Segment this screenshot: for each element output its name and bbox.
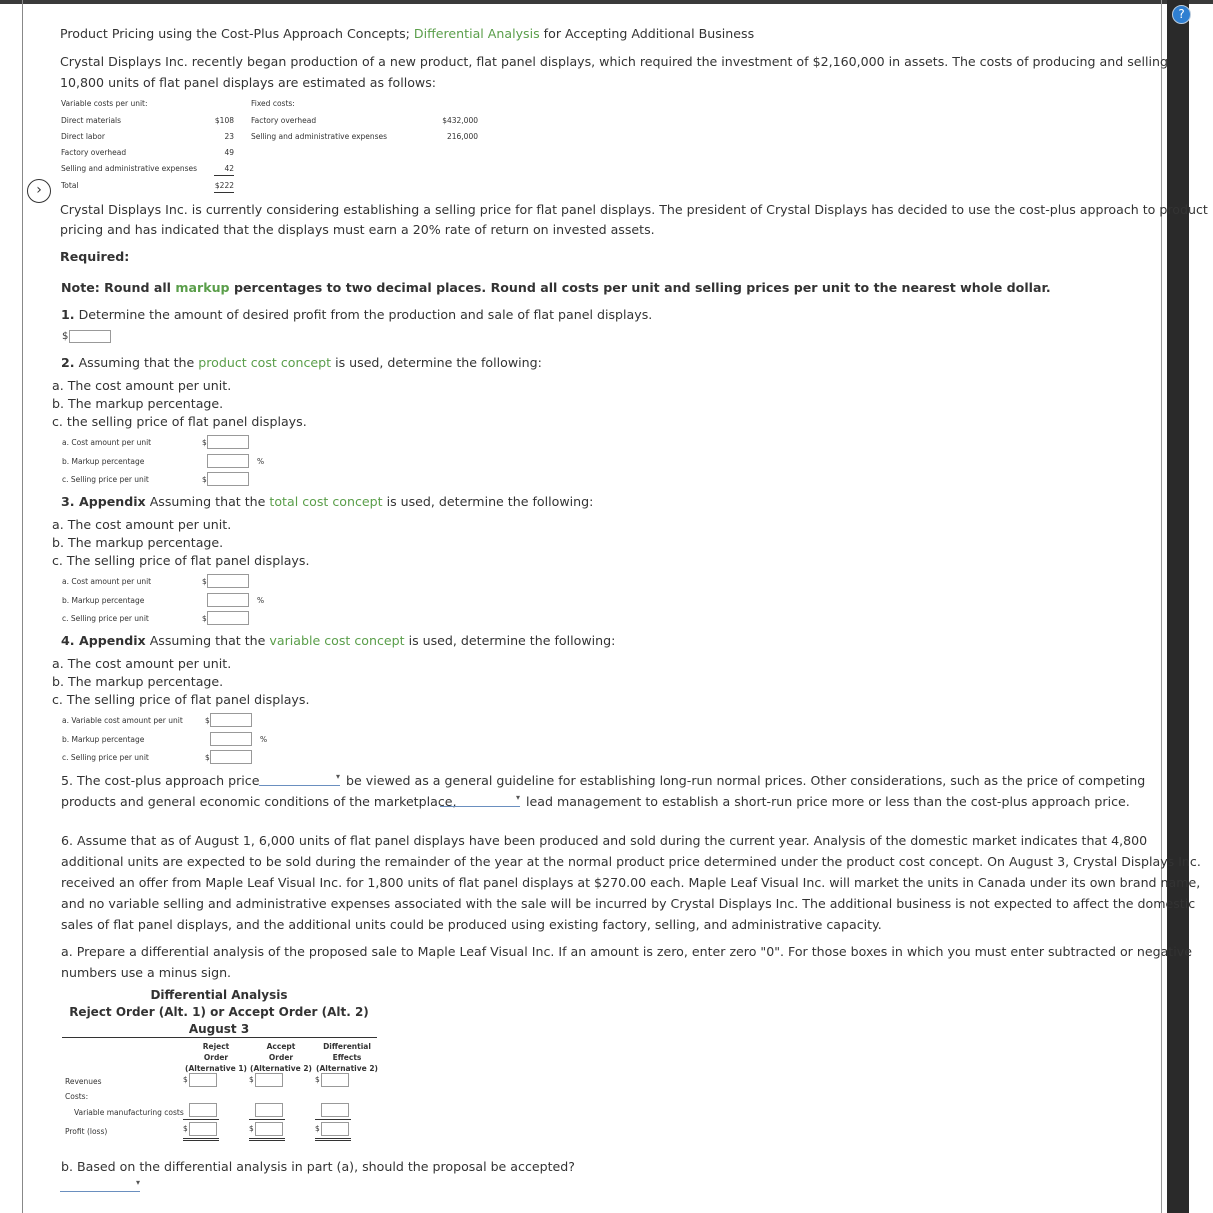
diff-date: August 3 [188,1022,250,1036]
variable-costs-header: Variable costs per unit: [61,99,148,108]
revenues-differential-input[interactable] [321,1073,349,1087]
col-header-line: Effects [332,1053,362,1062]
diff-title: Differential Analysis [150,988,288,1002]
col-header-line: Order [203,1053,229,1062]
dollar-sign: $ [249,1075,254,1084]
q3-selling-price-input[interactable] [207,611,249,625]
total-rule [315,1138,351,1139]
total-double-rule [315,1140,351,1141]
question-4: 4. Appendix Assuming that the variable cost concept is used, determine the following: [61,633,616,648]
subtotal-rule [249,1119,285,1120]
q3-row-label: a. Cost amount per unit [62,577,152,586]
diff-subtitle: Reject Order (Alt. 1) or Accept Order (Alt. 2) [69,1005,369,1019]
revenues-label: Revenues [65,1077,102,1086]
q4-row-label: c. Selling price per unit [62,753,149,762]
q2-item: c. the selling price of flat panel displays. [52,414,307,429]
intro-line-1: Crystal Displays Inc. recently began production of a new product, flat panel displays, which required the investment of $2,160,000 in assets. The costs of producing and selling [60,54,1168,69]
markup-link[interactable]: markup [175,280,230,295]
left-border [22,0,23,1213]
q2-cost-per-unit-input[interactable] [207,435,249,449]
dollar-sign: $ [62,331,69,342]
dollar-sign: $ [183,1075,188,1084]
q5-part-a: 5. The cost-plus approach price [61,773,260,788]
intro-line-2: 10,800 units of flat panel displays are estimated as follows: [60,75,437,90]
required-heading: Required: [60,249,130,264]
differential-analysis-link[interactable]: Differential Analysis [413,26,540,41]
question-3: 3. Appendix Assuming that the total cost concept is used, determine the following: [61,494,594,509]
total-rule [183,1138,219,1139]
total-rule [214,175,234,176]
q6a-line: a. Prepare a differential analysis of the proposed sale to Maple Leaf Visual Inc. If an amount is zero, enter zero "0". For those boxes in which you must enter subtracted or negative [61,944,1192,959]
unit-symbol: % [257,457,265,466]
col-header-accept [248,1041,314,1074]
q4-markup-percentage-input[interactable] [210,732,252,746]
unit-symbol: $ [202,438,207,447]
fixed-row-label: Factory overhead [251,116,317,125]
col-header-line: (Alternative 2) [316,1064,378,1073]
q3-cost-per-unit-input[interactable] [207,574,249,588]
consider-line-2: pricing and has indicated that the displays must earn a 20% rate of return on invested assets. [60,222,655,237]
var-row-value: 49 [224,148,234,157]
col-header-line: (Alternative 2) [250,1064,312,1073]
q2-markup-percentage-input[interactable] [207,454,249,468]
col-header-line: Accept [266,1042,296,1051]
q6-line: received an offer from Maple Leaf Visual Inc. for 1,800 units of flat panel displays at $270.00 each. Maple Leaf Visual Inc. will market the units in Canada under its own brand name, [61,875,1201,890]
question-1: 1. Determine the amount of desired profit from the production and sale of flat panel displays. [61,307,653,322]
unit-symbol: $ [205,753,210,762]
desired-profit-input[interactable] [69,330,111,343]
fixed-row-value: $432,000 [442,116,478,125]
total-cost-concept-link[interactable]: total cost concept [269,494,383,509]
q4-selling-price-input[interactable] [210,750,252,764]
fixed-row-label: Selling and administrative expenses [251,132,388,141]
q2-selling-price-input[interactable] [207,472,249,486]
q4-variable-cost-input[interactable] [210,713,252,727]
col-header-line: Reject [202,1042,230,1051]
q3-item: c. The selling price of flat panel displays. [52,553,310,568]
var-row-label: Selling and administrative expenses [61,164,198,173]
q4-item: b. The markup percentage. [52,674,224,689]
unit-symbol: $ [202,614,207,623]
q2-item: a. The cost amount per unit. [52,378,232,393]
col-header-reject [183,1041,249,1074]
costs-label: Costs: [65,1092,89,1101]
dollar-sign: $ [183,1124,188,1133]
total-double-rule [249,1140,285,1141]
unit-symbol: % [260,735,268,744]
q2-row-label: c. Selling price per unit [62,475,149,484]
var-costs-differential-input[interactable] [321,1103,349,1117]
q5-part-c: products and general economic conditions of the marketplace, [61,794,457,809]
revenues-accept-input[interactable] [255,1073,283,1087]
revenues-reject-input[interactable] [189,1073,217,1087]
q4-row-label: b. Markup percentage [62,735,145,744]
unit-symbol: $ [205,716,210,725]
diff-header-rule [62,1037,377,1038]
expand-chevron-icon[interactable]: › [27,179,51,203]
profit-differential-input[interactable] [321,1122,349,1136]
total-rule [249,1138,285,1139]
help-icon[interactable]: ? [1172,5,1191,24]
q5-part-b: be viewed as a general guideline for establishing long-run normal prices. Other considerations, such as the price of competing [346,773,1146,788]
total-double-rule [214,192,234,193]
q5-part-d: lead management to establish a short-run price more or less than the cost-plus approach price. [526,794,1130,809]
consider-line-1: Crystal Displays Inc. is currently considering establishing a selling price for flat panel displays. The president of Crystal Displays has decided to use the cost-plus approach to product [60,202,1208,217]
right-border [1161,0,1162,1213]
q5-dropdown-2[interactable] [440,797,520,807]
q6-line: additional units are expected to be sold during the remainder of the year at the normal product price determined under the product cost concept. On August 3, Crystal Displays Inc. [61,854,1201,869]
unit-symbol: % [257,596,265,605]
q3-item: b. The markup percentage. [52,535,224,550]
variable-cost-concept-link[interactable]: variable cost concept [269,633,405,648]
var-row-value: $108 [214,116,234,125]
q3-row-label: b. Markup percentage [62,596,145,605]
var-row-label: Direct materials [61,116,122,125]
var-row-value: 42 [224,164,234,173]
q4-item: a. The cost amount per unit. [52,656,232,671]
question-2: 2. Assuming that the product cost concept is used, determine the following: [61,355,542,370]
q6b-question: b. Based on the differential analysis in part (a), should the proposal be accepted? [61,1159,575,1174]
subtotal-rule [315,1119,351,1120]
var-row-value: 23 [224,132,234,141]
var-row-value: $222 [214,181,234,190]
fixed-row-value: 216,000 [446,132,478,141]
var-costs-accept-input[interactable] [255,1103,283,1117]
q5-dropdown-1[interactable] [259,776,340,786]
q2-item: b. The markup percentage. [52,396,224,411]
q4-item: c. The selling price of flat panel displays. [52,692,310,707]
top-bar [0,0,1213,4]
dollar-sign: $ [315,1075,320,1084]
col-header-line: (Alternative 1) [185,1064,247,1073]
q2-row-label: a. Cost amount per unit [62,438,152,447]
col-header-line: Order [268,1053,294,1062]
q3-row-label: c. Selling price per unit [62,614,149,623]
q3-item: a. The cost amount per unit. [52,517,232,532]
col-header-differential [313,1041,381,1074]
unit-symbol: $ [202,577,207,586]
q6a-line: numbers use a minus sign. [61,965,232,980]
total-double-rule [183,1140,219,1141]
q4-row-label: a. Variable cost amount per unit [62,716,183,725]
profit-accept-input[interactable] [255,1122,283,1136]
var-row-label: Factory overhead [61,148,127,157]
var-costs-reject-input[interactable] [189,1103,217,1117]
q3-markup-percentage-input[interactable] [207,593,249,607]
variable-manufacturing-costs-label: Variable manufacturing costs [74,1108,184,1117]
q6-line: and no variable selling and administrative expenses associated with the sale will be incurred by Crystal Displays Inc. The additional business is not expected to affect the domestic [61,896,1196,911]
q6-line: 6. Assume that as of August 1, 6,000 units of flat panel displays have been produced and sold during the current year. Analysis of the domestic market indicates that 4,800 [61,833,1148,848]
q6b-dropdown[interactable] [60,1182,140,1192]
subtotal-rule [183,1119,219,1120]
rounding-note: Note: Round all markup percentages to two decimal places. Round all costs per unit and selling prices per unit to the nearest whole dollar. [61,280,1051,295]
q6-line: sales of flat panel displays, and the additional units could be produced using existing factory, selling, and administrative capacity. [61,917,882,932]
var-row-label: Direct labor [61,132,105,141]
profit-loss-label: Profit (loss) [65,1127,108,1136]
q2-row-label: b. Markup percentage [62,457,145,466]
fixed-costs-header: Fixed costs: [251,99,295,108]
var-row-label: Total [61,181,79,190]
unit-symbol: $ [202,475,207,484]
right-scrollbar[interactable] [1167,0,1189,1213]
dollar-sign: $ [249,1124,254,1133]
dollar-sign: $ [315,1124,320,1133]
problem-title: Product Pricing using the Cost-Plus Approach Concepts; Differential Analysis for Accepting Additional Business [60,26,755,41]
product-cost-concept-link[interactable]: product cost concept [198,355,332,370]
col-header-line: Differential [323,1042,371,1051]
profit-reject-input[interactable] [189,1122,217,1136]
